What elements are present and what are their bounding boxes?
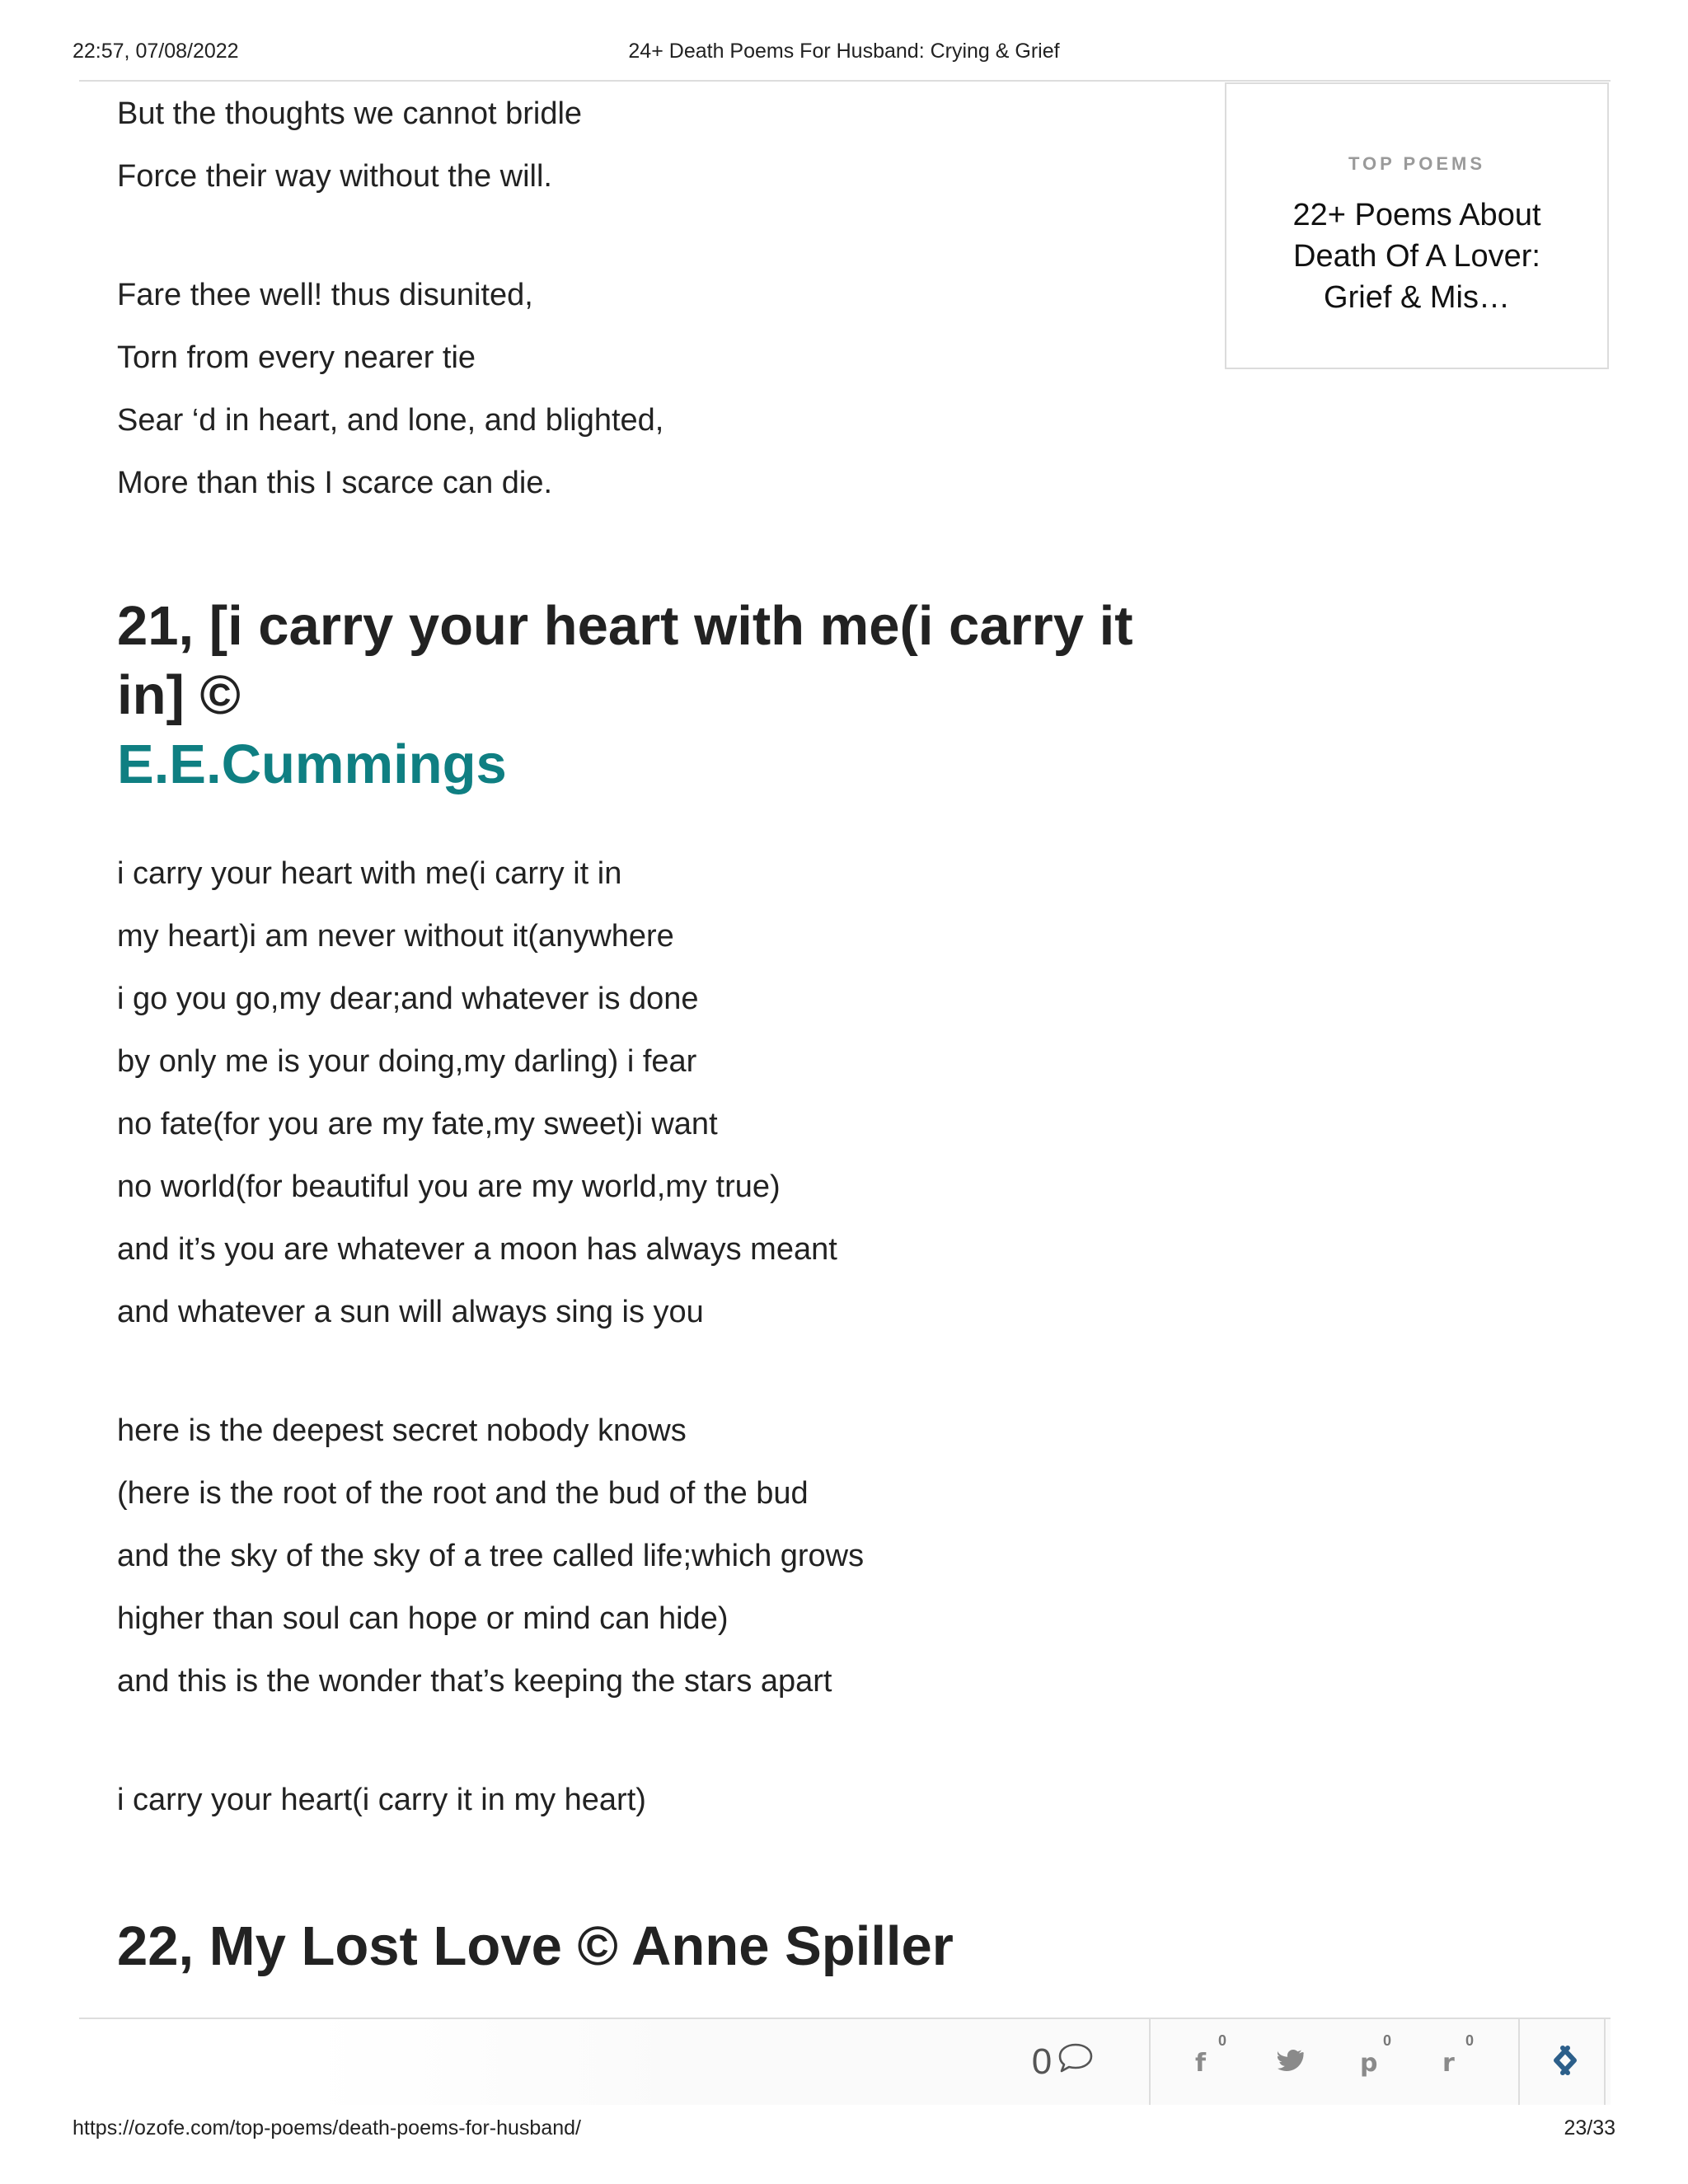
- print-url: https://ozofe.com/top-poems/death-poems-for-husband/: [73, 2116, 581, 2139]
- reddit-share-count: 0: [1465, 2032, 1475, 2049]
- poem-line: here is the deepest secret nobody knows: [117, 1413, 687, 1448]
- page-number: 23/33: [1564, 2116, 1615, 2139]
- next-button[interactable]: [1526, 2019, 1611, 2105]
- poem-line: But the thoughts we cannot bridle: [117, 96, 583, 131]
- stanza-a: [117, 82, 1189, 208]
- share-bar: [79, 2019, 1611, 2105]
- poem-line: Force their way without the will.: [117, 159, 552, 194]
- poem-21-heading: [117, 592, 1189, 799]
- stanza-gap: [117, 208, 1189, 264]
- poem-line: and it’s you are whatever a moon has always meant: [117, 1232, 837, 1267]
- print-datetime: 22:57, 07/08/2022: [73, 40, 239, 63]
- poem-line: i carry your heart(i carry it in my heart): [117, 1783, 646, 1817]
- poem-21-stanza-1: [117, 842, 1189, 1343]
- comments-button[interactable]: [978, 2019, 1151, 2105]
- top-poems-label: TOP POEMS: [1348, 153, 1485, 174]
- top-divider: [79, 80, 1611, 82]
- poem-line: by only me is your doing,my darling) i fear: [117, 1044, 697, 1079]
- poem-21-title: 21, [i carry your heart with me(i carry it in] ©: [117, 595, 1133, 726]
- poem-line: higher than soul can hope or mind can hide): [117, 1601, 729, 1636]
- chevron-right-icon: [1556, 2044, 1581, 2081]
- twitter-share-button[interactable]: [1250, 2019, 1332, 2105]
- facebook-icon: f: [1195, 2049, 1207, 2078]
- facebook-share-count: 0: [1218, 2032, 1227, 2049]
- poem-line: Torn from every nearer tie: [117, 340, 476, 375]
- stanza-gap: [117, 1343, 1189, 1399]
- poem-line: Fare thee well! thus disunited,: [117, 278, 533, 312]
- article-body: [117, 82, 1189, 2075]
- poem-line: i carry your heart with me(i carry it in: [117, 856, 622, 891]
- poem-line: and whatever a sun will always sing is you: [117, 1295, 704, 1329]
- poem-21-stanza-3: [117, 1769, 1189, 1831]
- top-poem-link[interactable]: 22+ Poems About Death Of A Lover: Grief & Mis…: [1292, 198, 1541, 315]
- poem-line: and the sky of the sky of a tree called life;which grows: [117, 1539, 865, 1573]
- twitter-icon: [1278, 2049, 1304, 2079]
- comment-count: 0: [1031, 2041, 1053, 2082]
- poem-line: (here is the root of the root and the bud of the bud: [117, 1476, 809, 1511]
- poem-line: i go you go,my dear;and whatever is done: [117, 982, 699, 1016]
- poem-21-stanza-2: [117, 1399, 1189, 1713]
- print-header: [73, 40, 1615, 68]
- poem-22-heading: 22, My Lost Love © Anne Spiller: [117, 1915, 954, 1977]
- pinterest-share-button[interactable]: [1332, 2019, 1414, 2105]
- pinterest-share-count: 0: [1383, 2032, 1392, 2049]
- speech-bubble-icon: [1057, 2041, 1095, 2083]
- pinterest-icon: p: [1360, 2049, 1378, 2078]
- facebook-share-button[interactable]: [1167, 2019, 1250, 2105]
- social-share-group: [1151, 2019, 1520, 2105]
- stanza-gap: [117, 1713, 1189, 1769]
- stanza-b: [117, 264, 1189, 514]
- poem-line: Sear ‘d in heart, and lone, and blighted,: [117, 403, 664, 438]
- poem-line: no world(for beautiful you are my world,my true): [117, 1169, 781, 1204]
- print-page-title: 24+ Death Poems For Husband: Crying & Grief: [628, 40, 1060, 63]
- poem-line: and this is the wonder that’s keeping the stars apart: [117, 1664, 832, 1699]
- poem-21-author-link[interactable]: E.E.Cummings: [117, 733, 507, 795]
- top-poems-widget: [1225, 82, 1609, 369]
- poem-line: More than this I scarce can die.: [117, 466, 553, 500]
- reddit-icon: r: [1442, 2049, 1455, 2078]
- poem-line: my heart)i am never without it(anywhere: [117, 919, 674, 954]
- reddit-share-button[interactable]: [1414, 2019, 1497, 2105]
- poem-line: no fate(for you are my fate,my sweet)i want: [117, 1107, 718, 1141]
